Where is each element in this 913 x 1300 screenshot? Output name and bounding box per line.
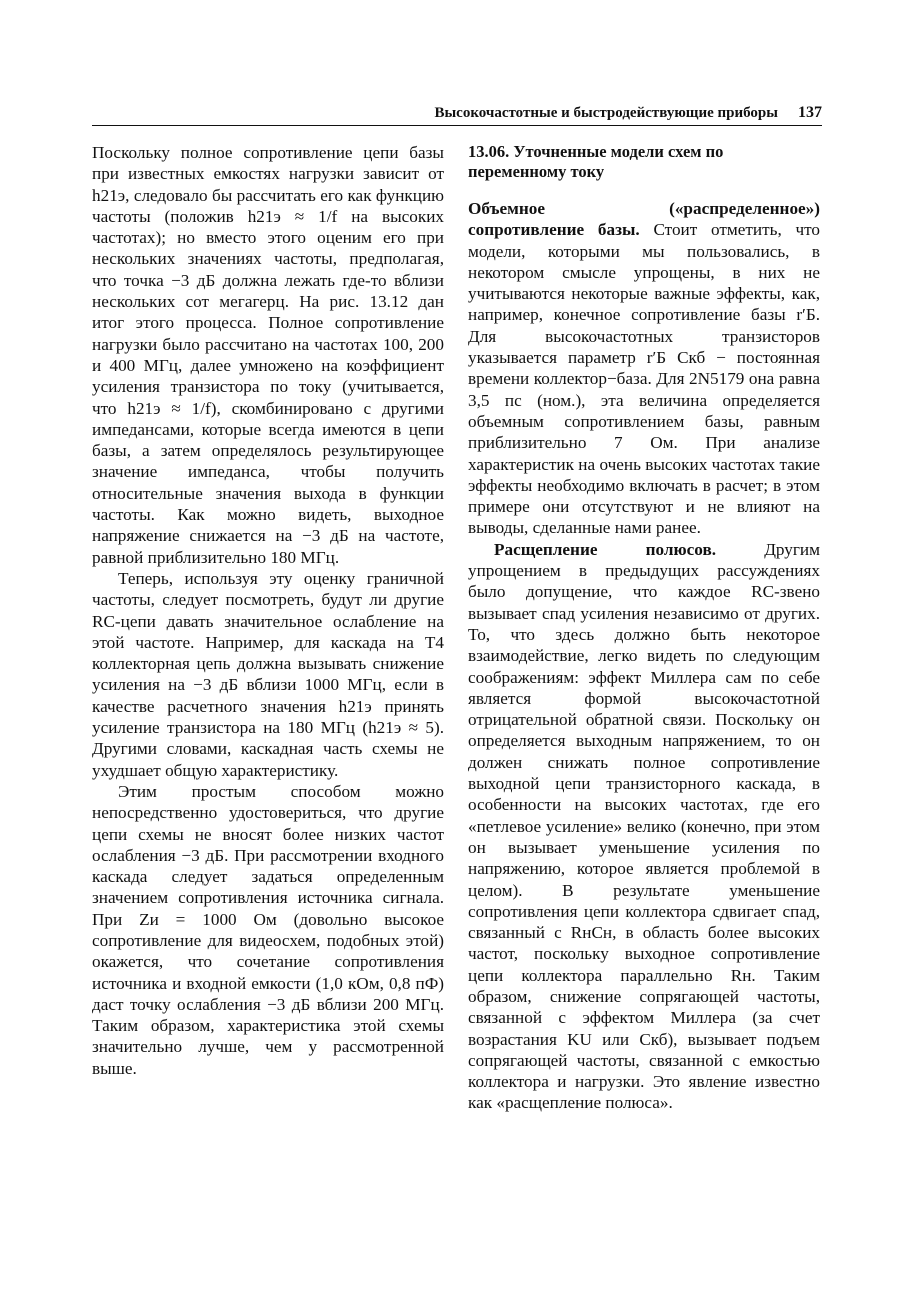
section-title: 13.06. Уточненные модели схем по переменному току (468, 142, 724, 181)
paragraph-pole-splitting (468, 539, 820, 1114)
paragraph-text: Другим упрощением в предыдущих рассуждениях было допущение, что каждое RC-звено вызывает спад усиления независимо от других. То, что здесь должно быть некоторое взаимодействие, легко видеть по следующим соображениям: эффект Миллера сам по себе является формой высокочастотной отрицательной обратной связи. Поскольку он определяется выходным напряжением, то он должен снижать полное сопротивление выходной цепи транзисторного каскада, в особенности на высоких частотах, где его «петлевое усиление» велико (конечно, при этом он вызывает уменьшение усиления по напряжению, которое является проблемой в целом). В результате уменьшение сопротивления цепи коллектора сдвигает спад, связанный с RнCн, в область более высоких частот, поскольку выходное сопротивление цепи коллектора параллельно Rн. Таким образом, снижение сопрягающей частоты, связанной с эффектом Миллера (за счет возрастания KU или Cкб), вызывает подъем сопрягающей частоты, связанной с емкостью коллектора и нагрузки. Это явление известно как «расщепление полюса». (468, 539, 821, 1113)
left-column (92, 142, 444, 1079)
run-in-heading: Объемное («распределенное») сопротивление базы. (468, 199, 820, 240)
paragraph-text: Стоит отметить, что модели, которыми мы пользовались, в некотором смысле упрощены, в них не учитываются некоторые важные эффекты, как, например, конечное сопротивление базы r′Б. Для высокочастотных транзисторов указывается параметр r′Б Cкб − постоянная времени коллектор−база. Для 2N5179 она равна 3,5 пс (ном.), эта величина определяется объемным сопротивлением базы, равным приблизительно 7 Ом. При анализе характеристик на очень высоких частотах такие эффекты необходимо включать в расчет; в этом примере они отсутствуют и не влияют на выводы, сделанные нами ранее. (468, 220, 820, 538)
running-header (92, 103, 822, 126)
paragraph: Этим простым способом можно непосредственно удостовериться, что другие цепи схемы не вносят более низких частот ослабления −3 дБ. При рассмотрении входного каскада следует задаться определенным значением сопротивления источника сигнала. При Zи = 1000 Ом (довольно высокое сопротивление для видеосхем, подобных этой) окажется, что сочетание сопротивления источника и входной емкости (1,0 кОм, 0,8 пФ) даст точку ослабления −3 дБ вблизи 200 МГц. Таким образом, характеристика этой схемы значительно лучше, чем у рассмотренной выше. (92, 781, 444, 1078)
page-number: 137 (798, 104, 822, 121)
paragraph: Теперь, используя эту оценку граничной частоты, следует посмотреть, будут ли другие RC-цепи давать значительное ослабление на этой частоте. Например, для каскада на T4 коллекторная цепь должна вызывать снижение усиления на −3 дБ вблизи 1000 МГц, если в качестве расчетного значения h21э принять усиление транзистора на 180 МГц (h21э ≈ 5). Другими словами, каскадная часть схемы не ухудшает общую характеристику. (92, 568, 444, 780)
right-column (468, 142, 820, 1114)
run-in-heading: Расщепление полюсов. (494, 539, 717, 559)
paragraph-base-resistance (468, 198, 820, 539)
paragraph: Поскольку полное сопротивление цепи базы при известных емкостях нагрузки зависит от h21э, следовало бы рассчитать его как функцию частоты (положив h21э ≈ 1/f на высоких частотах); но вместо этого оценим его при нескольких значениях частоты, предполагая, что точка −3 дБ должна лежать где-то вблизи нескольких сот мегагерц. На рис. 13.12 дан итог этого процесса. Полное сопротивление нагрузки было рассчитано на частотах 100, 200 и 400 МГц, далее умножено на коэффициент усиления транзистора по току (учитывается, что h21э ≈ 1/f), скомбинировано с другими импедансами, которые всегда имеются в цепи базы, а затем определялось результирующее значение импеданса, чтобы получить относительные значения выхода в функции частоты. Как можно видеть, выходное напряжение снижается на −3 дБ на частоте, равной приблизительно 180 МГц. (92, 143, 444, 567)
running-title: Высокочастотные и быстродействующие приборы (434, 105, 778, 121)
